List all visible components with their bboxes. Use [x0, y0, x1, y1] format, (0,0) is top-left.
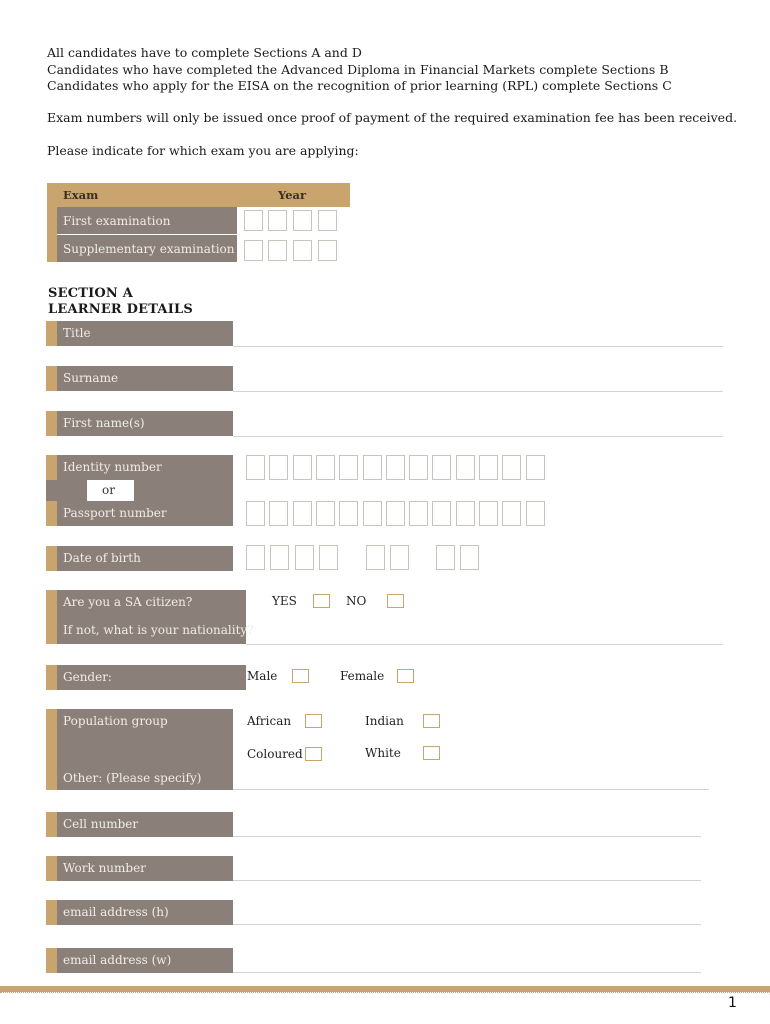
work-input-line[interactable] — [233, 880, 701, 881]
label-box — [57, 856, 233, 881]
label-strip — [46, 546, 57, 571]
dob-year-box[interactable] — [246, 545, 265, 570]
label-box — [57, 948, 233, 973]
identity-digit-box[interactable] — [363, 455, 382, 480]
email-h-label-block — [46, 900, 233, 925]
label-strip — [46, 948, 57, 973]
label-strip — [46, 366, 57, 391]
label-strip — [46, 590, 57, 644]
exam-row-label: Supplementary examination — [63, 242, 235, 256]
identity-digit-box[interactable] — [526, 455, 545, 480]
passport-digit-box[interactable] — [339, 501, 358, 526]
first-names-label-block — [46, 411, 233, 436]
no-label: NO — [346, 594, 367, 608]
dob-year-box[interactable] — [295, 545, 314, 570]
other-specify-label: Other: (Please specify) — [63, 771, 202, 785]
label-box — [57, 501, 233, 526]
label-strip — [46, 900, 57, 925]
label-box — [57, 590, 254, 644]
email-w-label-block — [46, 948, 233, 973]
identity-label: Identity number — [63, 460, 162, 474]
indian-checkbox[interactable] — [423, 714, 440, 728]
dob-day-box[interactable] — [436, 545, 455, 570]
passport-digit-box[interactable] — [246, 501, 265, 526]
male-checkbox[interactable] — [292, 669, 309, 683]
identity-digit-box[interactable] — [502, 455, 521, 480]
page-number: 1 — [728, 995, 737, 1011]
exam-row-first — [57, 207, 237, 234]
label-strip — [46, 709, 57, 790]
exam-table-strip — [47, 207, 57, 262]
email-h-input-line[interactable] — [233, 924, 701, 925]
year-digit-box[interactable] — [318, 240, 337, 261]
dob-day-box[interactable] — [460, 545, 479, 570]
title-label: Title — [63, 326, 91, 340]
label-box — [57, 411, 233, 436]
or-label: or — [102, 483, 115, 497]
identity-digit-box[interactable] — [316, 455, 335, 480]
identity-label-block — [46, 455, 233, 480]
citizenship-label-block — [46, 590, 254, 644]
population-label: Population group — [63, 714, 168, 728]
identity-digit-box[interactable] — [479, 455, 498, 480]
year-digit-box[interactable] — [268, 240, 287, 261]
learner-details-title: LEARNER DETAILS — [48, 302, 193, 317]
label-box — [57, 546, 233, 571]
passport-label-block — [46, 501, 233, 526]
coloured-label: Coloured — [247, 747, 303, 761]
indicate-instruction: Please indicate for which exam you are applying: — [47, 143, 359, 158]
dob-label: Date of birth — [63, 551, 141, 565]
female-label: Female — [340, 669, 385, 683]
year-digit-box[interactable] — [293, 210, 312, 231]
identity-digit-box[interactable] — [339, 455, 358, 480]
white-checkbox[interactable] — [423, 746, 440, 760]
passport-digit-box[interactable] — [526, 501, 545, 526]
label-strip — [46, 321, 57, 346]
exam-table-header — [47, 183, 350, 207]
gender-label: Gender: — [63, 670, 112, 684]
identity-digit-box[interactable] — [246, 455, 265, 480]
label-box — [57, 366, 233, 391]
yes-checkbox[interactable] — [313, 594, 330, 608]
cell-label-block — [46, 812, 233, 837]
year-digit-box[interactable] — [268, 210, 287, 231]
work-label-block — [46, 856, 233, 881]
intro-line-2: Candidates who have completed the Advanced Diploma in Financial Markets complete Sections B — [47, 62, 669, 77]
exam-column-header: Exam — [63, 188, 99, 202]
identity-digit-box[interactable] — [432, 455, 451, 480]
sa-citizen-label: Are you a SA citizen? — [63, 595, 193, 609]
cell-input-line[interactable] — [233, 836, 701, 837]
footer-dotted-rule — [0, 992, 770, 993]
label-box — [57, 709, 233, 790]
surname-label: Surname — [63, 371, 119, 385]
label-strip — [46, 455, 57, 480]
dob-label-block — [46, 546, 233, 571]
identity-digit-box[interactable] — [293, 455, 312, 480]
work-label: Work number — [63, 861, 146, 875]
section-a-title: SECTION A — [48, 286, 134, 301]
label-strip — [46, 812, 57, 837]
email-w-label: email address (w) — [63, 953, 172, 967]
african-label: African — [247, 714, 292, 728]
male-label: Male — [247, 669, 278, 683]
label-box — [57, 321, 233, 346]
intro-line-1: All candidates have to complete Sections A and D — [47, 45, 362, 60]
email-w-input-line[interactable] — [233, 972, 701, 973]
or-right-block — [134, 480, 233, 501]
passport-digit-box[interactable] — [293, 501, 312, 526]
female-checkbox[interactable] — [397, 669, 414, 683]
label-strip — [46, 856, 57, 881]
indian-label: Indian — [365, 714, 404, 728]
identity-digit-box[interactable] — [409, 455, 428, 480]
yes-label: YES — [272, 594, 297, 608]
passport-digit-box[interactable] — [269, 501, 288, 526]
passport-digit-box[interactable] — [502, 501, 521, 526]
dob-year-box[interactable] — [270, 545, 289, 570]
first-names-label: First name(s) — [63, 416, 145, 430]
gender-label-block — [46, 665, 246, 690]
nationality-label: If not, what is your nationality? — [63, 623, 254, 637]
first-names-input-line[interactable] — [233, 436, 723, 437]
year-digit-box[interactable] — [318, 210, 337, 231]
exam-number-note: Exam numbers will only be issued once proof of payment of the required examination fee has been received. — [47, 110, 738, 125]
exam-row-label: First examination — [63, 214, 171, 228]
dob-month-box[interactable] — [390, 545, 409, 570]
email-h-label: email address (h) — [63, 905, 169, 919]
label-box — [57, 812, 233, 837]
exam-row-supplementary — [57, 235, 237, 262]
year-column-header: Year — [278, 188, 307, 202]
identity-digit-box[interactable] — [456, 455, 475, 480]
no-checkbox[interactable] — [387, 594, 404, 608]
or-left-block — [46, 480, 87, 501]
passport-digit-box[interactable] — [363, 501, 382, 526]
passport-digit-box[interactable] — [409, 501, 428, 526]
label-box — [57, 900, 233, 925]
identity-digit-box[interactable] — [386, 455, 405, 480]
title-input-line[interactable] — [233, 346, 723, 347]
year-digit-box[interactable] — [244, 240, 263, 261]
other-input-line[interactable] — [233, 789, 709, 790]
label-box — [57, 665, 246, 690]
label-strip — [46, 665, 57, 690]
dob-month-box[interactable] — [366, 545, 385, 570]
nationality-input-line[interactable] — [246, 644, 723, 645]
passport-digit-box[interactable] — [479, 501, 498, 526]
year-digit-box[interactable] — [244, 210, 263, 231]
passport-digit-box[interactable] — [432, 501, 451, 526]
passport-digit-box[interactable] — [456, 501, 475, 526]
identity-digit-box[interactable] — [269, 455, 288, 480]
african-checkbox[interactable] — [305, 714, 322, 728]
surname-input-line[interactable] — [233, 391, 723, 392]
white-label: White — [365, 746, 401, 760]
cell-label: Cell number — [63, 817, 139, 831]
title-label-block — [46, 321, 233, 346]
dob-year-box[interactable] — [319, 545, 338, 570]
year-digit-box[interactable] — [293, 240, 312, 261]
label-box — [57, 455, 233, 480]
surname-label-block — [46, 366, 233, 391]
passport-label: Passport number — [63, 506, 167, 520]
passport-digit-box[interactable] — [386, 501, 405, 526]
label-strip — [46, 411, 57, 436]
label-strip — [46, 501, 57, 526]
intro-line-3: Candidates who apply for the EISA on the recognition of prior learning (RPL) complete Sections C — [47, 78, 672, 93]
coloured-checkbox[interactable] — [305, 747, 322, 761]
population-label-block — [46, 709, 233, 790]
passport-digit-box[interactable] — [316, 501, 335, 526]
